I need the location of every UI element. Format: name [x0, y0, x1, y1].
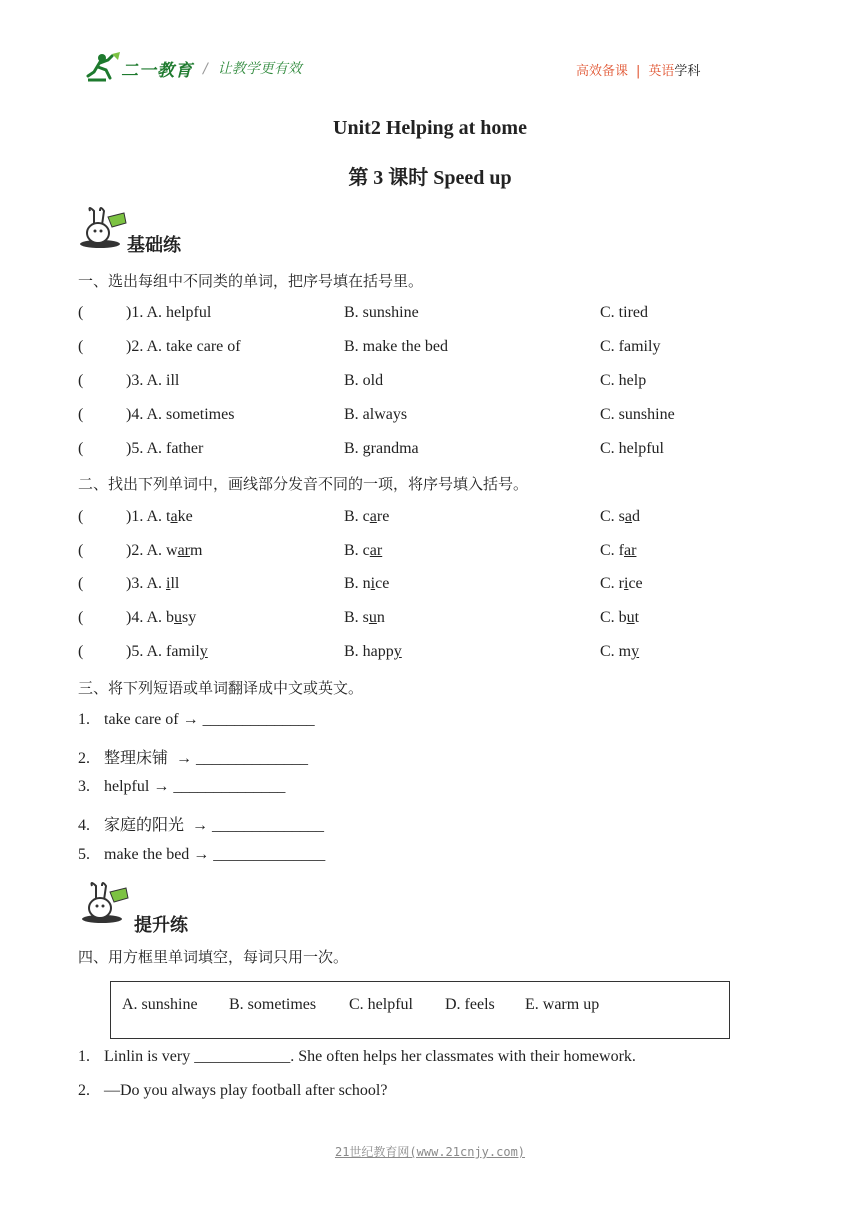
part1-row: ( )4. A. sometimes B. always C. sunshine	[78, 406, 675, 423]
word-bank-option: A. sunshine	[122, 996, 198, 1013]
part1-row: ( )1. A. helpful B. sunshine C. tired	[78, 304, 648, 321]
word-bank-option: B. sometimes	[229, 996, 317, 1013]
part2-question: 二、找出下列单词中，画线部分发音不同的一项，将序号填入括号。	[78, 475, 529, 493]
part1-row-c: C. help	[600, 372, 647, 389]
header-prep-label: 高效备课	[576, 64, 629, 79]
part1-row: ( )3. A. ill B. old C. help	[78, 372, 647, 389]
part1-row-b: B. grandma	[344, 440, 419, 457]
part2-row: ( )3. A. ill B. nice C. rice	[78, 575, 643, 592]
footer-link[interactable]: 21世纪教育网(www.21cnjy.com)	[334, 1145, 526, 1159]
part1-row-a: )3. A. ill	[126, 372, 180, 389]
part3-question: 三、将下列短语或单词翻译成中文或英文。	[78, 679, 364, 697]
part2-row-b: B. sun	[344, 609, 385, 626]
part1-row-a: )2. A. take care of	[126, 338, 241, 355]
part2-row: ( )4. A. busy B. sun C. but	[78, 609, 640, 626]
part2-row-b: B. car	[344, 542, 383, 559]
part3-item: 2. 整理床铺 → ______________	[78, 750, 309, 767]
part1-row-a: )5. A. father	[126, 440, 204, 457]
part4-question: 四、用方框里单词填空，每词只用一次。	[78, 948, 349, 966]
word-bank-box	[110, 981, 730, 1039]
part2-row: ( )2. A. warm B. car C. far	[78, 542, 637, 559]
word-bank-option: E. warm up	[525, 996, 600, 1013]
logo-text: 二一教育	[121, 61, 193, 81]
part1-question: 一、选出每组中不同类的单词，把序号填在括号里。	[78, 272, 424, 290]
part2-row-c: C. but	[600, 609, 640, 626]
page-subtitle: 第 3 课时 Speed up	[348, 167, 512, 189]
part1-row-b: B. always	[344, 406, 408, 423]
part2-row-c: C. my	[600, 643, 640, 660]
part2-row-a: )4. A. busy	[126, 609, 197, 626]
part1-row: ( )2. A. take care of B. make the bed C. family	[78, 338, 661, 355]
part3-item: 5. make the bed → ______________	[78, 846, 326, 863]
section-basic-heading: 基础练	[127, 235, 181, 256]
slogan-text: 让教学更有效	[217, 61, 302, 77]
part2-row-b: B. care	[344, 508, 390, 525]
part2-row: ( )1. A. take B. care C. sad	[78, 508, 641, 525]
part3-item: 1. take care of → ______________	[78, 711, 315, 728]
bunny-mascot-icon	[80, 882, 130, 924]
part1-row-c: C. tired	[600, 304, 648, 321]
part1-row-c: C. helpful	[600, 440, 664, 457]
part2-row-b: B. happy	[344, 643, 402, 660]
part1-row-b: B. make the bed	[344, 338, 448, 355]
part4-item: 1. Linlin is very ____________. She often helps her classmates with their homework.	[78, 1048, 636, 1065]
part1-row-b: B. sunshine	[344, 304, 419, 321]
part2-row-c: C. rice	[600, 575, 643, 592]
part4-item: 2. —Do you always play football after school?	[78, 1082, 388, 1099]
part2-row-a: )5. A. family	[126, 643, 208, 660]
part2-row-a: )3. A. ill	[126, 575, 180, 592]
part1-row-a: )4. A. sometimes	[126, 406, 235, 423]
part3-item: 3. helpful → ______________	[78, 778, 286, 795]
part2-row-a: )1. A. take	[126, 508, 193, 525]
part1-row-a: )1. A. helpful	[126, 304, 212, 321]
part2-row-b: B. nice	[344, 575, 390, 592]
part1-row-c: C. family	[600, 338, 661, 355]
section-advanced-heading: 提升练	[134, 915, 188, 936]
part1-row-c: C. sunshine	[600, 406, 675, 423]
part1-row: ( )5. A. father B. grandma C. helpful	[78, 440, 664, 457]
part2-row-c: C. sad	[600, 508, 641, 525]
part1-row-b: B. old	[344, 372, 384, 389]
part2-row-a: )2. A. warm	[126, 542, 203, 559]
bunny-mascot-icon	[78, 207, 128, 249]
part2-row-c: C. far	[600, 542, 637, 559]
word-bank-option: C. helpful	[349, 996, 413, 1013]
header-divider	[84, 86, 744, 88]
slogan: / 让教学更有效	[203, 61, 302, 77]
part2-row: ( )5. A. family B. happy C. my	[78, 643, 640, 660]
part3-item: 4. 家庭的阳光 → ______________	[78, 817, 325, 834]
header-subject: 高效备课 | 英语学科	[576, 64, 701, 79]
header-subject-english: 英语	[648, 64, 675, 79]
word-bank-option: D. feels	[445, 996, 495, 1013]
header-subject-suffix: 学科	[674, 64, 701, 79]
page-title: Unit2 Helping at home	[333, 117, 527, 139]
